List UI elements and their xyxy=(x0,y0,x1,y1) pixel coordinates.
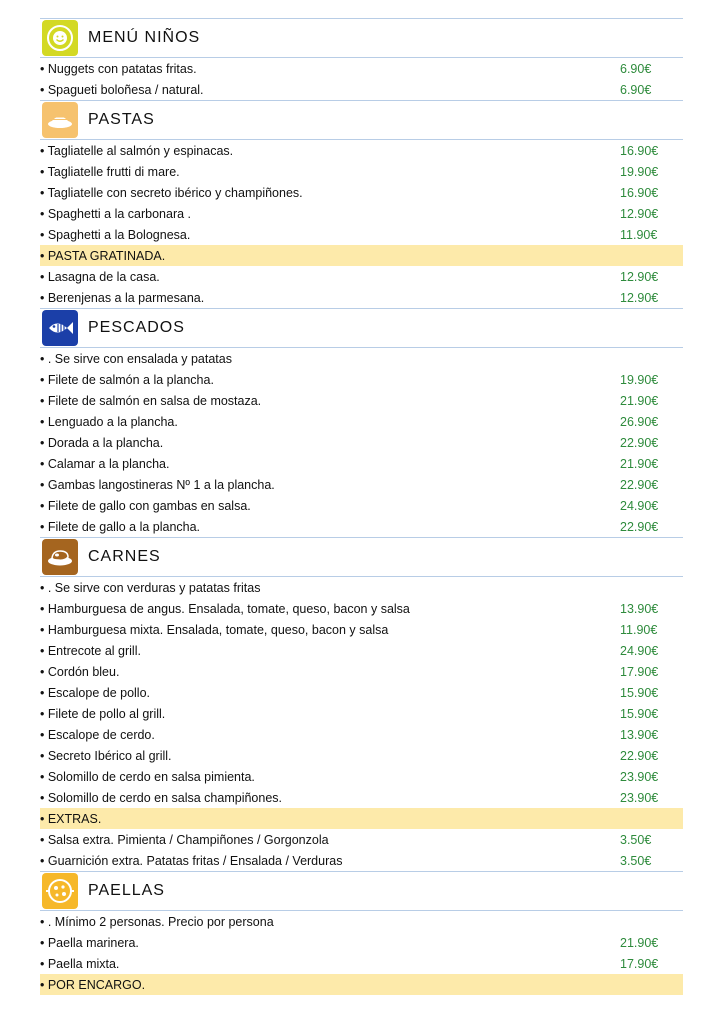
item-price: 22.90€ xyxy=(620,519,659,534)
item-price: 12.90€ xyxy=(620,290,659,305)
item-name: • . Mínimo 2 personas. Precio por persona xyxy=(40,914,274,929)
item-price: 6.90€ xyxy=(620,82,652,97)
menu-item xyxy=(40,348,683,369)
item-price: 16.90€ xyxy=(620,185,659,200)
item-price: 3.50€ xyxy=(620,853,652,868)
section-title: PESCADOS xyxy=(88,319,185,336)
item-name: • Escalope de cerdo. xyxy=(40,727,155,742)
item-name: • Solomillo de cerdo en salsa champiñones. xyxy=(40,790,283,805)
item-price: 22.90€ xyxy=(620,748,659,763)
menu-item xyxy=(40,79,683,100)
item-name: • Nuggets con patatas fritas. xyxy=(40,61,197,76)
menu-item xyxy=(40,432,683,453)
menu-item xyxy=(40,829,683,850)
item-price: 24.90€ xyxy=(620,643,659,658)
item-name: • Cordón bleu. xyxy=(40,664,120,679)
menu-item xyxy=(40,745,683,766)
subsection-banner xyxy=(40,808,683,829)
menu-item xyxy=(40,953,683,974)
menu-item xyxy=(40,182,683,203)
section-title: MENÚ NIÑOS xyxy=(88,29,201,46)
menu-item xyxy=(40,161,683,182)
menu-section xyxy=(40,871,683,995)
item-name: • Tagliatelle al salmón y espinacas. xyxy=(40,143,234,158)
section-title: PAELLAS xyxy=(88,882,165,899)
item-name: • POR ENCARGO. xyxy=(40,977,146,992)
item-price: 13.90€ xyxy=(620,601,659,616)
item-price: 22.90€ xyxy=(620,477,659,492)
subsection-banner xyxy=(40,245,683,266)
menu-item xyxy=(40,661,683,682)
section-header xyxy=(40,537,683,577)
item-name: • Guarnición extra. Patatas fritas / Ensalada / Verduras xyxy=(40,853,343,868)
menu-section xyxy=(40,18,683,100)
item-price: 21.90€ xyxy=(620,935,659,950)
menu-item xyxy=(40,911,683,932)
item-name: • Secreto Ibérico al grill. xyxy=(40,748,172,763)
item-name: • Berenjenas a la parmesana. xyxy=(40,290,205,305)
item-price: 6.90€ xyxy=(620,61,652,76)
item-price: 12.90€ xyxy=(620,269,659,284)
menu-section xyxy=(40,537,683,871)
item-price: 15.90€ xyxy=(620,706,659,721)
item-name: • Gambas langostineras Nº 1 a la plancha. xyxy=(40,477,275,492)
section-title: PASTAS xyxy=(88,111,155,128)
menu-item xyxy=(40,453,683,474)
item-price: 13.90€ xyxy=(620,727,659,742)
item-name: • Lenguado a la plancha. xyxy=(40,414,178,429)
item-price: 21.90€ xyxy=(620,393,659,408)
menu-document xyxy=(40,18,683,995)
menu-item xyxy=(40,390,683,411)
menu-item xyxy=(40,58,683,79)
item-name: • Salsa extra. Pimienta / Champiñones / Gorgonzola xyxy=(40,832,329,847)
menu-item xyxy=(40,411,683,432)
menu-item xyxy=(40,369,683,390)
item-price: 19.90€ xyxy=(620,164,659,179)
item-name: • Tagliatelle frutti di mare. xyxy=(40,164,180,179)
item-price: 22.90€ xyxy=(620,435,659,450)
item-name: • PASTA GRATINADA. xyxy=(40,248,166,263)
item-name: • Filete de salmón a la plancha. xyxy=(40,372,214,387)
fish-icon xyxy=(42,310,78,346)
item-name: • Solomillo de cerdo en salsa pimienta. xyxy=(40,769,255,784)
item-name: • Paella mixta. xyxy=(40,956,120,971)
menu-item xyxy=(40,287,683,308)
item-price: 17.90€ xyxy=(620,664,659,679)
item-name: • Dorada a la plancha. xyxy=(40,435,164,450)
item-name: • Hamburguesa de angus. Ensalada, tomate, queso, bacon y salsa xyxy=(40,601,410,616)
item-price: 15.90€ xyxy=(620,685,659,700)
item-name: • Tagliatelle con secreto ibérico y champiñones. xyxy=(40,185,303,200)
subsection-banner xyxy=(40,974,683,995)
menu-item xyxy=(40,516,683,537)
menu-item xyxy=(40,495,683,516)
item-name: • Hamburguesa mixta. Ensalada, tomate, queso, bacon y salsa xyxy=(40,622,389,637)
menu-section xyxy=(40,100,683,308)
item-price: 3.50€ xyxy=(620,832,652,847)
item-price: 11.90€ xyxy=(620,227,658,242)
item-price: 19.90€ xyxy=(620,372,659,387)
item-name: • Filete de gallo con gambas en salsa. xyxy=(40,498,251,513)
item-name: • EXTRAS. xyxy=(40,811,102,826)
item-price: 26.90€ xyxy=(620,414,659,429)
item-price: 11.90€ xyxy=(620,622,658,637)
pasta-plate-icon xyxy=(42,102,78,138)
menu-item xyxy=(40,703,683,724)
section-header xyxy=(40,100,683,140)
menu-item xyxy=(40,474,683,495)
item-price: 23.90€ xyxy=(620,790,659,805)
menu-section xyxy=(40,308,683,537)
menu-item xyxy=(40,850,683,871)
menu-item xyxy=(40,266,683,287)
menu-item xyxy=(40,203,683,224)
menu-item xyxy=(40,577,683,598)
item-name: • Spagueti boloñesa / natural. xyxy=(40,82,204,97)
item-price: 21.90€ xyxy=(620,456,659,471)
item-name: • Calamar a la plancha. xyxy=(40,456,170,471)
menu-item xyxy=(40,619,683,640)
item-price: 24.90€ xyxy=(620,498,659,513)
section-header xyxy=(40,308,683,348)
item-price: 16.90€ xyxy=(620,143,659,158)
menu-item xyxy=(40,724,683,745)
section-header xyxy=(40,18,683,58)
steak-icon xyxy=(42,539,78,575)
item-name: • Spaghetti a la Bolognesa. xyxy=(40,227,191,242)
item-name: • Lasagna de la casa. xyxy=(40,269,160,284)
menu-item xyxy=(40,640,683,661)
menu-item xyxy=(40,140,683,161)
item-price: 23.90€ xyxy=(620,769,659,784)
item-name: • Filete de gallo a la plancha. xyxy=(40,519,201,534)
item-price: 12.90€ xyxy=(620,206,659,221)
section-title: CARNES xyxy=(88,548,161,565)
menu-item xyxy=(40,682,683,703)
item-name: • Escalope de pollo. xyxy=(40,685,151,700)
menu-item xyxy=(40,766,683,787)
item-name: • Paella marinera. xyxy=(40,935,139,950)
menu-item xyxy=(40,932,683,953)
section-header xyxy=(40,871,683,911)
menu-item xyxy=(40,598,683,619)
item-name: • . Se sirve con verduras y patatas fritas xyxy=(40,580,261,595)
item-name: • Filete de salmón en salsa de mostaza. xyxy=(40,393,262,408)
menu-item xyxy=(40,787,683,808)
item-name: • Entrecote al grill. xyxy=(40,643,141,658)
item-name: • . Se sirve con ensalada y patatas xyxy=(40,351,232,366)
kids-plate-icon xyxy=(42,20,78,56)
item-name: • Filete de pollo al grill. xyxy=(40,706,166,721)
menu-item xyxy=(40,224,683,245)
paella-pan-icon xyxy=(42,873,78,909)
item-name: • Spaghetti a la carbonara . xyxy=(40,206,192,221)
item-price: 17.90€ xyxy=(620,956,659,971)
